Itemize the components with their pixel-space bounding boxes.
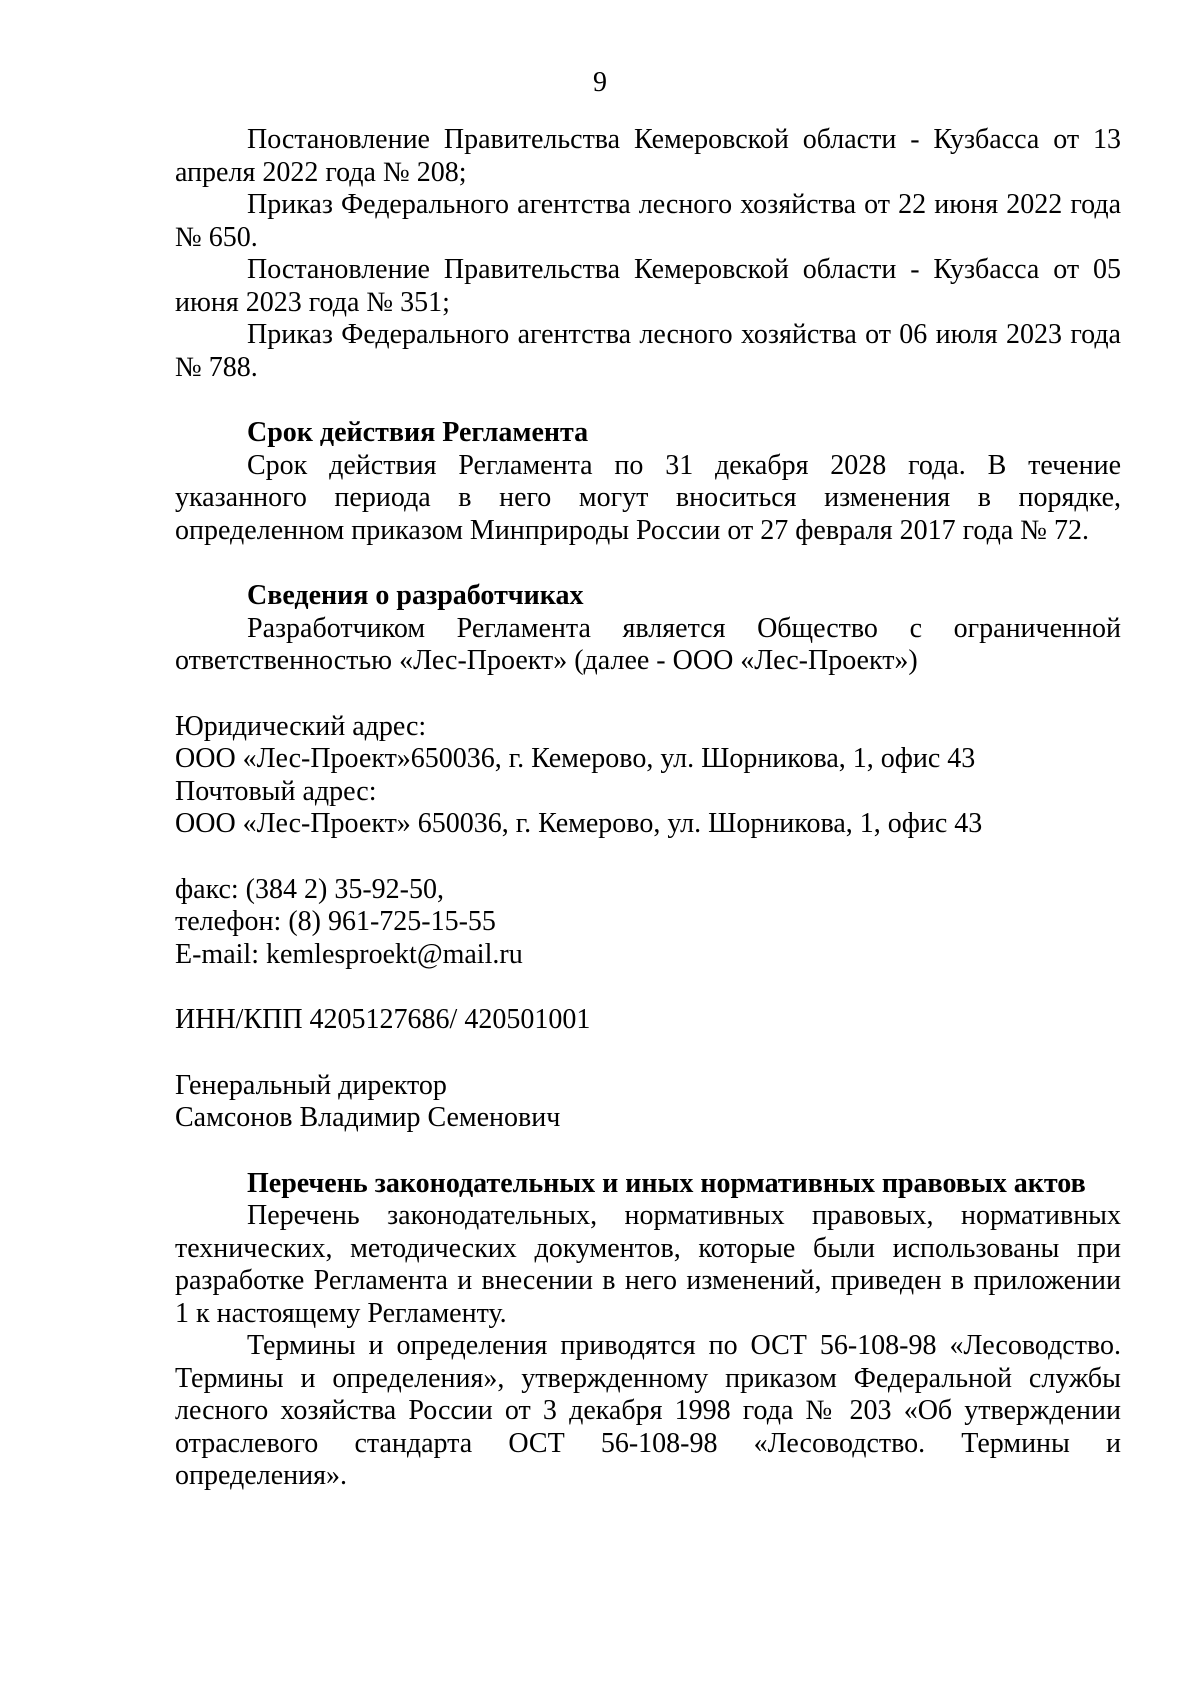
validity-text: Срок действия Регламента по 31 декабря 2028 года. В течение указанного периода в него могут вноситься изменения в порядке, определенном приказом Минприроды России от 27 февраля 2017 года № 72. xyxy=(175,449,1121,546)
legal-address-label: Юридический адрес: xyxy=(175,710,427,742)
developers-text: Разработчиком Регламента является Общество с ограниченной ответственностью «Лес-Проект» (далее - ООО «Лес-Проект») xyxy=(175,612,1121,676)
director-name: Самсонов Владимир Семенович xyxy=(175,1102,561,1133)
developers-heading: Сведения о разработчиках xyxy=(247,580,584,611)
act-item: Приказ Федерального агентства лесного хозяйства от 06 июля 2023 года № 788. xyxy=(175,319,1121,383)
act-item: Постановление Правительства Кемеровской области - Кузбасса от 05 июня 2023 года № 351; xyxy=(175,254,1121,318)
fax: факс: (384 2) 35-92-50, xyxy=(175,873,444,905)
page-content xyxy=(175,124,1121,1493)
spacer xyxy=(175,1037,1121,1070)
legal-address: ООО «Лес-Проект»650036, г. Кемерово, ул. Шорникова, 1, офис 43 xyxy=(175,743,976,774)
postal-address-label: Почтовый адрес: xyxy=(175,775,377,807)
spacer xyxy=(175,1135,1121,1168)
legal-acts-heading: Перечень законодательных и иных нормативных правовых актов xyxy=(247,1167,1086,1199)
act-item: Приказ Федерального агентства лесного хозяйства от 22 июня 2022 года № 650. xyxy=(175,189,1121,253)
phone: телефон: (8) 961-725-15-55 xyxy=(175,906,496,937)
page-number: 9 xyxy=(593,67,607,98)
legal-acts-text: Перечень законодательных, нормативных правовых, нормативных технических, методических документов, которые были использованы при разработке Регламента и внесении в него изменений, приведен в приложении 1 к настоящему Регламенту. xyxy=(175,1200,1121,1329)
validity-heading: Срок действия Регламента xyxy=(247,417,589,448)
inn-kpp: ИНН/КПП 4205127686/ 420501001 xyxy=(175,1004,591,1035)
postal-address: ООО «Лес-Проект» 650036, г. Кемерово, ул. Шорникова, 1, офис 43 xyxy=(175,808,983,839)
director-title: Генеральный директор xyxy=(175,1069,447,1101)
spacer xyxy=(175,841,1121,874)
terms-text: Термины и определения приводятся по ОСТ 56-108-98 «Лесоводство. Термины и определения», утвержденному приказом Федеральной службы лесного хозяйства России от 3 декабря 1998 года № 203 «Об утверждении отраслевого стандарта ОСТ 56-108-98 «Лесоводство. Термины и определения». xyxy=(175,1330,1121,1491)
spacer xyxy=(175,678,1121,711)
spacer xyxy=(175,384,1121,417)
spacer xyxy=(175,971,1121,1004)
spacer xyxy=(175,547,1121,580)
email: E-mail: kemlesproekt@mail.ru xyxy=(175,938,523,970)
act-item: Постановление Правительства Кемеровской области - Кузбасса от 13 апреля 2022 года № 208; xyxy=(175,124,1121,188)
